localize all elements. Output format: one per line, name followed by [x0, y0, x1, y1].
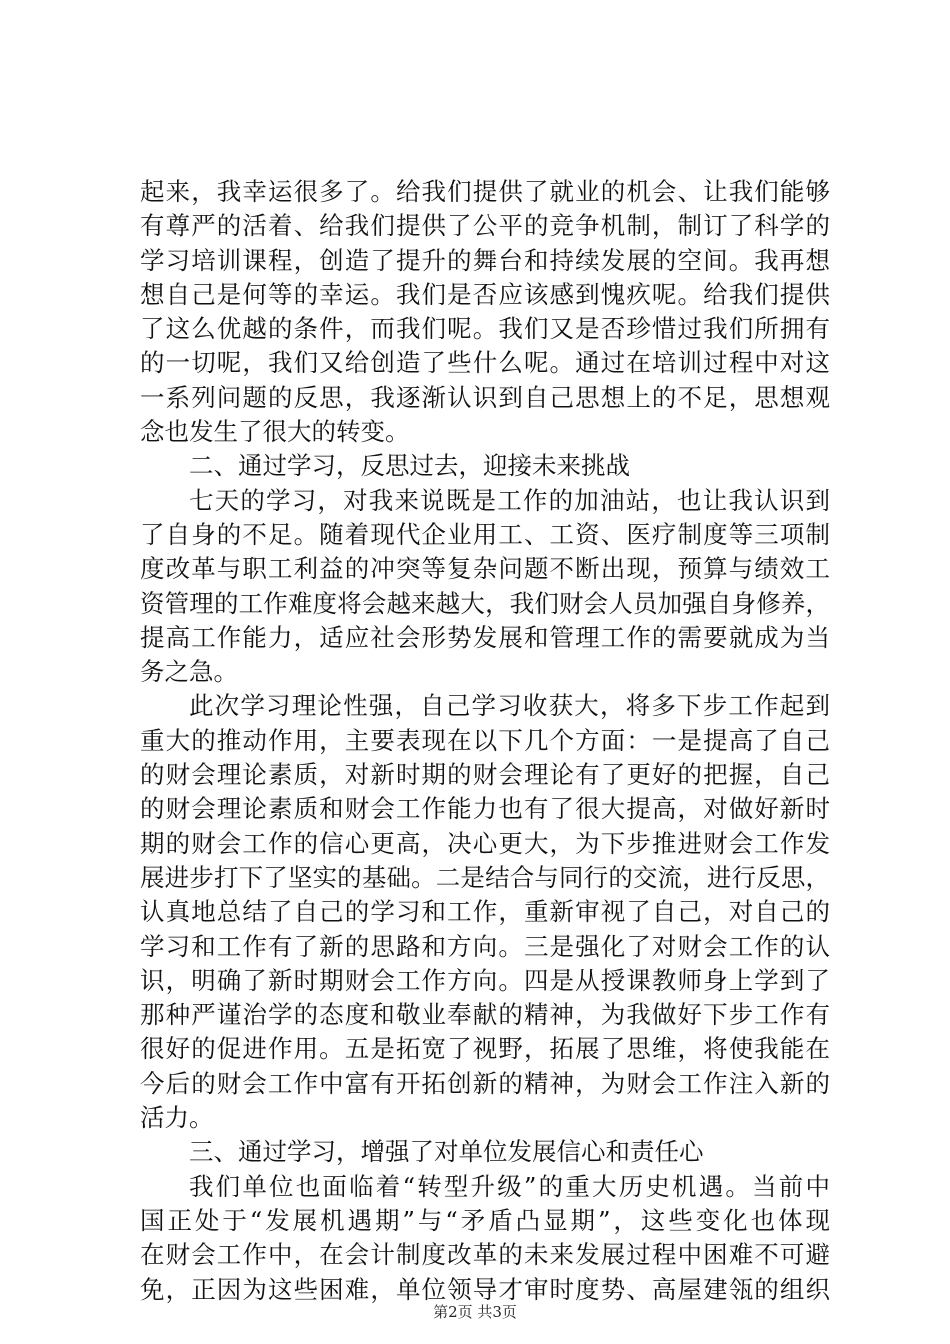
text-line: 免，正因为这些困难，单位领导才审时度势、高屋建瓴的组织 [140, 1274, 830, 1304]
text-line: 提高工作能力，适应社会形势发展和管理工作的需要就成为当 [140, 622, 830, 652]
text-line: 活力。 [140, 1103, 214, 1133]
text-line: 有尊严的活着、给我们提供了公平的竞争机制，制订了科学的 [140, 211, 830, 241]
text-line: 想自己是何等的幸运。我们是否应该感到愧疚呢。给我们提供 [140, 279, 830, 309]
text-line: 务之急。 [140, 657, 238, 687]
section-heading: 三、通过学习，增强了对单位发展信心和责任心 [189, 1137, 704, 1167]
text-line: 识，明确了新时期财会工作方向。四是从授课教师身上学到了 [140, 965, 830, 995]
text-line: 七天的学习，对我来说既是工作的加油站，也让我认识到 [189, 485, 830, 515]
text-line: 的财会理论素质和财会工作能力也有了很大提高，对做好新时 [140, 794, 830, 824]
page-footer: 第2页 共3页 [433, 1303, 517, 1321]
text-line: 重大的推动作用，主要表现在以下几个方面：一是提高了自己 [140, 725, 830, 755]
text-line: 期的财会工作的信心更高，决心更大，为下步推进财会工作发 [140, 828, 830, 858]
text-line: 念也发生了很大的转变。 [140, 417, 410, 447]
text-line: 了这么优越的条件，而我们呢。我们又是否珍惜过我们所拥有 [140, 314, 830, 344]
text-line: 一系列问题的反思，我逐渐认识到自己思想上的不足，思想观 [140, 382, 830, 412]
document-body [140, 175, 830, 1307]
text-line: 的财会理论素质，对新时期的财会理论有了更好的把握，自己 [140, 760, 830, 790]
text-line: 学习培训课程，创造了提升的舞台和持续发展的空间。我再想 [140, 245, 830, 275]
text-line: 我们单位也面临着“转型升级”的重大历史机遇。当前中 [189, 1171, 830, 1201]
text-line: 很好的促进作用。五是拓宽了视野，拓展了思维，将使我能在 [140, 1034, 830, 1064]
text-line: 在财会工作中，在会计制度改革的未来发展过程中困难不可避 [140, 1240, 830, 1270]
text-line: 的一切呢，我们又给创造了些什么呢。通过在培训过程中对这 [140, 348, 830, 378]
text-line: 起来，我幸运很多了。给我们提供了就业的机会、让我们能够 [140, 177, 830, 206]
text-line: 此次学习理论性强，自己学习收获大，将多下步工作起到 [189, 691, 830, 721]
text-line: 展进步打下了坚实的基础。二是结合与同行的交流，进行反思， [140, 862, 830, 892]
text-line: 今后的财会工作中富有开拓创新的精神，为财会工作注入新的 [140, 1068, 830, 1098]
text-line: 度改革与职工利益的冲突等复杂问题不断出现，预算与绩效工 [140, 554, 830, 584]
text-line: 了自身的不足。随着现代企业用工、工资、医疗制度等三项制 [140, 519, 830, 549]
text-line: 那种严谨治学的态度和敬业奉献的精神，为我做好下步工作有 [140, 1000, 830, 1030]
text-line: 国正处于“发展机遇期”与“矛盾凸显期”，这些变化也体现 [140, 1205, 830, 1235]
text-line: 学习和工作有了新的思路和方向。三是强化了对财会工作的认 [140, 931, 830, 961]
text-line: 资管理的工作难度将会越来越大，我们财会人员加强自身修养， [140, 588, 830, 618]
text-line: 认真地总结了自己的学习和工作，重新审视了自己，对自己的 [140, 897, 830, 927]
section-heading: 二、通过学习，反思过去，迎接未来挑战 [189, 451, 630, 481]
